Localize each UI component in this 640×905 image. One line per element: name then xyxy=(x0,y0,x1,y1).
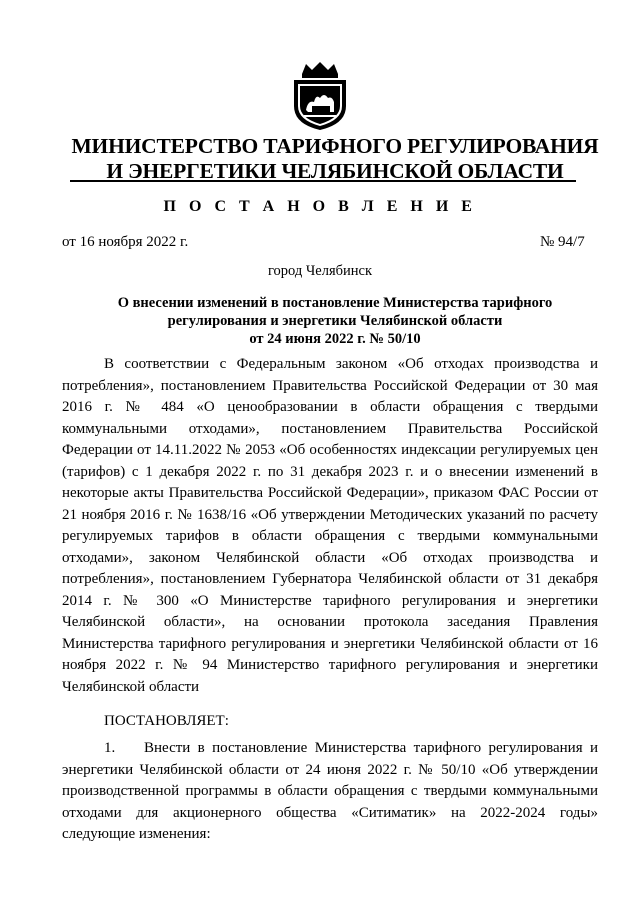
document-city: город Челябинск xyxy=(267,263,373,279)
ministry-name-line2: И ЭНЕРГЕТИКИ ЧЕЛЯБИНСКОЙ ОБЛАСТИ xyxy=(106,159,564,183)
document-title xyxy=(70,294,600,348)
item-number: 1. xyxy=(104,740,116,756)
document-title-line3: от 24 июня 2022 г. № 50/10 xyxy=(249,331,421,347)
ministry-name xyxy=(70,134,600,184)
document-type: П О С Т А Н О В Л Е Н И Е xyxy=(163,198,477,215)
preamble-paragraph: В соответствии с Федеральным законом «Об отходах производства и потребления», постановлением Правительства Российской Федерации от 30 мая 2016 г. № 484 «О ценообразовании в области обращения с твердыми коммунальными отходами», постановлением Правительства Российской Федерации от 14.11.2022 № 2053 «Об особенностях индексации регулируемых цен (тарифов) с 1 декабря 2022 г. по 31 декабря 2023 г. и о внесении изменений в некоторые акты Правительства Российской Федерации», приказом ФАС России от 21 ноября 2016 г. № 1638/16 «Об утверждении Методических указаний по расчету регулируемых тарифов в области обращения с твердыми коммунальными отходами», законом Челябинской области «Об отходах производства и потребления», постановлением Губернатора Челябинской области от 31 декабря 2014 г. № 300 «О Министерстве тарифного регулирования и энергетики Челябинской области», на основании протокола заседания Правления Министерства тарифного регулирования и энергетики Челябинской области от 16 ноября 2022 г. № 94 Министерство тарифного регулирования и энергетики Челябинской области xyxy=(62,356,598,695)
document-title-line1: О внесении изменений в постановление Министерства тарифного xyxy=(117,295,553,311)
list-item xyxy=(62,738,598,846)
header-divider xyxy=(70,180,576,182)
ministry-name-line1: МИНИСТЕРСТВО ТАРИФНОГО РЕГУЛИРОВАНИЯ xyxy=(71,134,599,158)
document-date: от 16 ноября 2022 г. xyxy=(62,234,189,250)
resolves-heading: ПОСТАНОВЛЯЕТ: xyxy=(104,713,229,729)
coat-of-arms-icon xyxy=(288,60,352,132)
item-text: Внести в постановление Министерства тарифного регулирования и энергетики Челябинской области от 24 июня 2022 г. № 50/10 «Об утверждении производственной программы в области обращения с твердыми коммунальными отходами для акционерного общества «Ситиматик» на 2022-2024 годы» следующие изменения: xyxy=(62,740,598,842)
document-title-line2: регулирования и энергетики Челябинской области xyxy=(167,313,503,329)
document-number: № 94/7 xyxy=(540,234,585,250)
